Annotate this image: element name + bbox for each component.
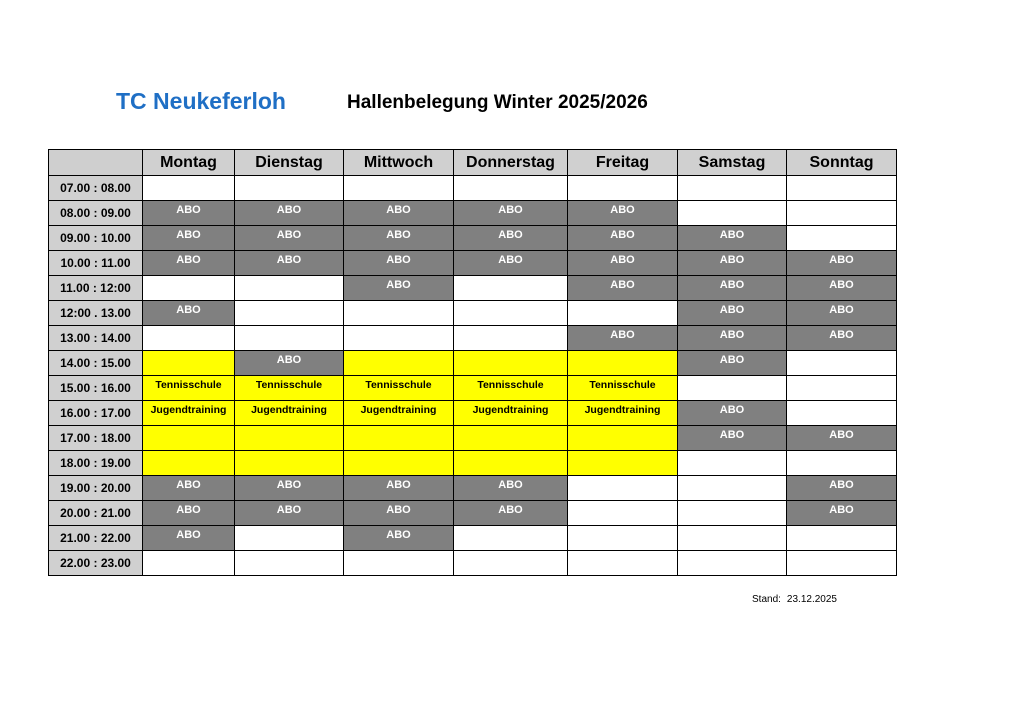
booking-cell-free <box>568 301 678 326</box>
booking-cell-abo <box>143 476 235 501</box>
booking-cell-abo <box>678 276 787 301</box>
booking-cell-training <box>568 401 678 426</box>
club-name: TC Neukeferloh <box>116 88 286 114</box>
booking-cell-free <box>454 176 568 201</box>
booking-label: Tennisschule <box>589 379 656 391</box>
time-slot-label: 14.00 : 15.00 <box>49 351 143 376</box>
booking-cell-abo <box>235 226 344 251</box>
booking-cell-free <box>235 326 344 351</box>
booking-label: ABO <box>386 279 411 291</box>
page-title: Hallenbelegung Winter 2025/2026 <box>347 92 648 113</box>
booking-cell-training <box>235 401 344 426</box>
booking-cell-abo <box>568 226 678 251</box>
booking-cell-training <box>454 376 568 401</box>
booking-label: Tennisschule <box>477 379 544 391</box>
booking-cell-free <box>568 501 678 526</box>
booking-cell-free <box>678 526 787 551</box>
day-header-mittwoch: Mittwoch <box>344 150 454 176</box>
booking-label: ABO <box>386 529 411 541</box>
time-slot-label: 18.00 : 19.00 <box>49 451 143 476</box>
booking-label: Tennisschule <box>365 379 432 391</box>
booking-cell-free <box>235 551 344 576</box>
time-slot-row <box>49 351 897 376</box>
booking-cell-abo <box>787 276 897 301</box>
booking-cell-abo <box>143 526 235 551</box>
booking-cell-abo <box>454 201 568 226</box>
time-slot-label: 17.00 : 18.00 <box>49 426 143 451</box>
booking-label: ABO <box>276 229 302 241</box>
time-slot-label: 15.00 : 16.00 <box>49 376 143 401</box>
time-slot-label: 16.00 : 17.00 <box>49 401 143 426</box>
booking-cell-abo <box>235 476 344 501</box>
booking-label: ABO <box>719 254 745 266</box>
time-slot-row <box>49 526 897 551</box>
booking-cell-abo <box>787 301 897 326</box>
time-slot-row <box>49 276 897 301</box>
time-slot-row <box>49 301 897 326</box>
booking-cell-free <box>143 276 235 301</box>
booking-label: Tennisschule <box>155 379 222 391</box>
booking-cell-free <box>787 226 897 251</box>
booking-cell-free <box>143 551 235 576</box>
booking-cell-training <box>454 351 568 376</box>
court-schedule-table <box>48 149 897 576</box>
booking-label: Jugendtraining <box>150 404 227 416</box>
booking-cell-free <box>678 176 787 201</box>
time-slot-label: 22.00 : 23.00 <box>49 551 143 576</box>
booking-cell-abo <box>344 476 454 501</box>
booking-cell-abo <box>454 226 568 251</box>
booking-cell-abo <box>344 251 454 276</box>
time-slot-row <box>49 501 897 526</box>
booking-cell-abo <box>787 251 897 276</box>
booking-cell-abo <box>344 201 454 226</box>
day-header-sonntag: Sonntag <box>787 150 897 176</box>
booking-cell-free <box>568 176 678 201</box>
day-header-row <box>49 150 897 176</box>
booking-label: ABO <box>498 254 523 266</box>
stand-note <box>752 594 837 605</box>
booking-cell-free <box>454 301 568 326</box>
booking-cell-abo <box>143 501 235 526</box>
booking-cell-abo <box>344 276 454 301</box>
booking-label: Jugendtraining <box>251 404 327 416</box>
booking-cell-training <box>235 426 344 451</box>
booking-cell-abo <box>678 401 787 426</box>
booking-cell-abo <box>454 251 568 276</box>
booking-cell-free <box>787 176 897 201</box>
booking-cell-training <box>143 451 235 476</box>
booking-cell-free <box>568 476 678 501</box>
day-header-montag: Montag <box>143 150 235 176</box>
booking-cell-abo <box>568 251 678 276</box>
booking-cell-free <box>568 551 678 576</box>
time-slot-label: 20.00 : 21.00 <box>49 501 143 526</box>
booking-cell-abo <box>235 501 344 526</box>
booking-cell-training <box>454 426 568 451</box>
booking-cell-abo <box>235 351 344 376</box>
booking-label: ABO <box>386 254 411 266</box>
booking-cell-abo <box>678 426 787 451</box>
booking-cell-free <box>344 326 454 351</box>
booking-label: ABO <box>176 504 201 516</box>
booking-cell-training <box>568 376 678 401</box>
booking-cell-abo <box>678 226 787 251</box>
booking-label: ABO <box>386 479 411 491</box>
booking-label: ABO <box>610 229 635 241</box>
booking-cell-free <box>787 401 897 426</box>
booking-cell-training <box>344 401 454 426</box>
booking-label: ABO <box>610 279 635 291</box>
booking-label: ABO <box>610 329 635 341</box>
booking-label: ABO <box>176 304 201 316</box>
time-slot-label: 11.00 : 12:00 <box>49 276 143 301</box>
booking-cell-abo <box>787 326 897 351</box>
booking-cell-free <box>787 551 897 576</box>
booking-cell-abo <box>568 276 678 301</box>
booking-cell-free <box>568 526 678 551</box>
day-header-donnerstag: Donnerstag <box>454 150 568 176</box>
time-slot-label: 08.00 : 09.00 <box>49 201 143 226</box>
booking-cell-training <box>143 401 235 426</box>
day-header-dienstag: Dienstag <box>235 150 344 176</box>
booking-cell-free <box>344 176 454 201</box>
booking-cell-free <box>678 551 787 576</box>
time-slot-label: 21.00 : 22.00 <box>49 526 143 551</box>
booking-cell-training <box>454 401 568 426</box>
booking-label: ABO <box>386 204 411 216</box>
time-slot-row <box>49 176 897 201</box>
booking-cell-free <box>235 301 344 326</box>
booking-cell-free <box>678 201 787 226</box>
booking-cell-abo <box>787 426 897 451</box>
booking-cell-free <box>678 451 787 476</box>
booking-cell-training <box>568 351 678 376</box>
booking-cell-training <box>143 351 235 376</box>
time-slot-label: 10.00 : 11.00 <box>49 251 143 276</box>
booking-cell-abo <box>344 226 454 251</box>
booking-cell-training <box>344 351 454 376</box>
booking-cell-training <box>344 426 454 451</box>
time-slot-row <box>49 326 897 351</box>
booking-cell-training <box>143 376 235 401</box>
booking-label: ABO <box>176 529 201 541</box>
booking-cell-free <box>787 376 897 401</box>
booking-label: ABO <box>829 279 854 291</box>
booking-cell-training <box>235 451 344 476</box>
booking-cell-abo <box>568 326 678 351</box>
booking-cell-free <box>454 326 568 351</box>
booking-cell-free <box>344 301 454 326</box>
booking-label: ABO <box>610 254 635 266</box>
booking-label: ABO <box>276 254 302 266</box>
header-corner <box>49 150 143 176</box>
booking-cell-free <box>454 276 568 301</box>
time-slot-label: 07.00 : 08.00 <box>49 176 143 201</box>
booking-label: ABO <box>498 204 523 216</box>
booking-label: ABO <box>829 479 854 491</box>
booking-label: ABO <box>498 479 523 491</box>
booking-cell-training <box>344 451 454 476</box>
booking-cell-training <box>143 426 235 451</box>
booking-cell-free <box>235 276 344 301</box>
booking-cell-free <box>787 201 897 226</box>
schedule-body <box>49 176 897 576</box>
booking-label: ABO <box>176 229 201 241</box>
booking-label: ABO <box>829 304 854 316</box>
booking-label: ABO <box>176 204 201 216</box>
time-slot-label: 13.00 : 14.00 <box>49 326 143 351</box>
booking-cell-training <box>568 451 678 476</box>
booking-cell-free <box>787 451 897 476</box>
booking-cell-abo <box>787 476 897 501</box>
time-slot-label: 19.00 : 20.00 <box>49 476 143 501</box>
booking-label: ABO <box>176 479 201 491</box>
booking-cell-abo <box>454 501 568 526</box>
booking-cell-free <box>143 176 235 201</box>
booking-cell-training <box>454 451 568 476</box>
booking-label: ABO <box>829 329 854 341</box>
booking-label: ABO <box>386 504 411 516</box>
booking-label: Jugendtraining <box>472 404 549 416</box>
booking-cell-free <box>344 551 454 576</box>
booking-cell-free <box>678 501 787 526</box>
booking-label: Jugendtraining <box>360 404 437 416</box>
booking-cell-abo <box>143 201 235 226</box>
booking-cell-free <box>454 551 568 576</box>
booking-cell-abo <box>787 501 897 526</box>
booking-label: ABO <box>829 429 854 441</box>
time-slot-row <box>49 476 897 501</box>
booking-label: ABO <box>610 204 635 216</box>
time-slot-label: 12:00 . 13.00 <box>49 301 143 326</box>
booking-label: ABO <box>498 229 523 241</box>
booking-cell-abo <box>568 201 678 226</box>
booking-cell-free <box>787 351 897 376</box>
booking-cell-training <box>344 376 454 401</box>
time-slot-row <box>49 226 897 251</box>
booking-label: ABO <box>719 429 745 441</box>
time-slot-row <box>49 251 897 276</box>
booking-label: ABO <box>386 229 411 241</box>
booking-cell-abo <box>344 526 454 551</box>
time-slot-label: 09.00 : 10.00 <box>49 226 143 251</box>
booking-cell-abo <box>678 351 787 376</box>
booking-cell-abo <box>143 251 235 276</box>
booking-label: ABO <box>276 354 302 366</box>
booking-cell-abo <box>235 201 344 226</box>
booking-label: ABO <box>829 254 854 266</box>
booking-label: ABO <box>176 254 201 266</box>
booking-label: ABO <box>498 504 523 516</box>
booking-cell-training <box>568 426 678 451</box>
booking-cell-abo <box>678 301 787 326</box>
booking-cell-abo <box>678 251 787 276</box>
booking-cell-free <box>678 476 787 501</box>
booking-cell-training <box>235 376 344 401</box>
stand-date: 23.12.2025 <box>786 594 837 605</box>
booking-cell-abo <box>454 476 568 501</box>
booking-label: ABO <box>276 204 302 216</box>
time-slot-row <box>49 376 897 401</box>
booking-cell-free <box>235 526 344 551</box>
booking-cell-abo <box>235 251 344 276</box>
time-slot-row <box>49 451 897 476</box>
booking-label: ABO <box>276 479 302 491</box>
booking-cell-abo <box>344 501 454 526</box>
booking-cell-abo <box>143 226 235 251</box>
booking-cell-free <box>787 526 897 551</box>
booking-label: ABO <box>719 354 745 366</box>
booking-label: ABO <box>276 504 302 516</box>
booking-cell-free <box>235 176 344 201</box>
booking-cell-free <box>678 376 787 401</box>
booking-cell-abo <box>143 301 235 326</box>
booking-label: ABO <box>829 504 854 516</box>
booking-cell-free <box>143 326 235 351</box>
time-slot-row <box>49 401 897 426</box>
booking-label: ABO <box>719 329 745 341</box>
booking-cell-abo <box>678 326 787 351</box>
time-slot-row <box>49 551 897 576</box>
time-slot-row <box>49 201 897 226</box>
booking-label: ABO <box>719 229 745 241</box>
booking-label: ABO <box>719 279 745 291</box>
booking-cell-free <box>454 526 568 551</box>
time-slot-row <box>49 426 897 451</box>
day-header-samstag: Samstag <box>678 150 787 176</box>
booking-label: ABO <box>719 304 745 316</box>
stand-label: Stand: <box>752 594 781 605</box>
booking-label: ABO <box>719 404 745 416</box>
booking-label: Tennisschule <box>255 379 323 391</box>
booking-label: Jugendtraining <box>584 404 661 416</box>
day-header-freitag: Freitag <box>568 150 678 176</box>
